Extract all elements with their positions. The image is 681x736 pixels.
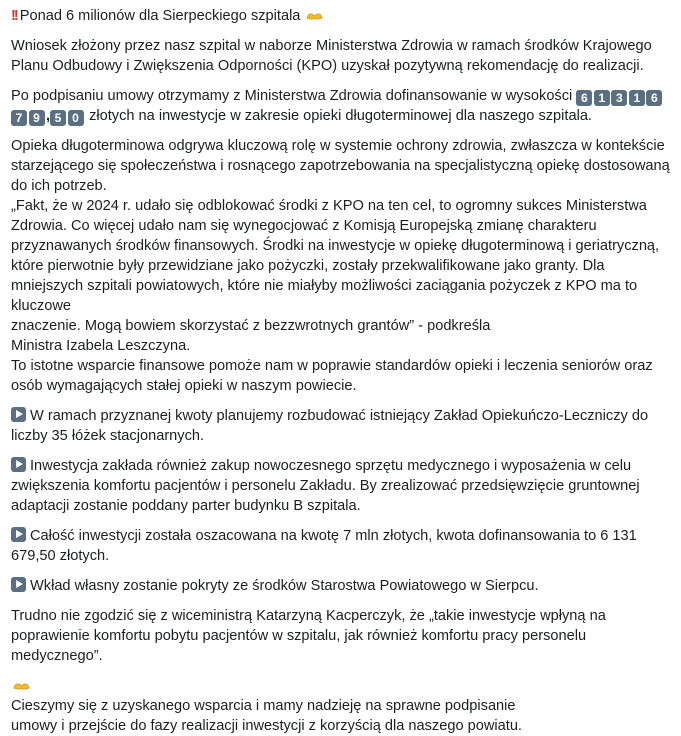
bullet-text: Inwestycja zakłada również zakup nowoczesnego sprzętu medycznego i wyposażenia w celu zwiększenia komfortu pacjentów i personelu Zakładu. By zrealizować przedsięwzięcie gruntownej adaptacji zostanie poddany parter budynku B szpitala. (11, 458, 640, 514)
quote-attribution: Ministra Izabela Leszczyna. (11, 338, 191, 354)
keycap-digit-icon: 6 (576, 90, 592, 106)
paragraph-intro: Wniosek złożony przez nasz szpital w naborze Ministerstwa Zdrowia w ramach środków Krajowego Planu Odbudowy i Zwiększenia Odporności (KPO) uzyskał pozytywną rekomendację do realizacji. (11, 38, 652, 74)
amount-separator: , (46, 108, 51, 124)
bullet-item (11, 576, 671, 596)
bullet-item (11, 456, 671, 516)
play-button-icon (11, 407, 26, 422)
keycap-digit-icon: 3 (611, 90, 627, 106)
quote-text-end: znaczenie. Mogą bowiem skorzystać z bezzwrotnych grantów” - podkreśla (11, 318, 491, 334)
paragraph-context: Opieka długoterminowa odgrywa kluczową rolę w systemie ochrony zdrowia, zwłaszcza w kontekście starzejącego się społeczeństwa i rosnącego zapotrzebowania na specjalistyczną opiekę dostosowaną do ich potrzeb. (11, 138, 670, 194)
bullet-item (11, 406, 671, 446)
keycap-digit-icon: 6 (646, 90, 662, 106)
heart-hands-icon (13, 679, 30, 691)
post-title: Ponad 6 milionów dla Sierpeckiego szpitala (19, 8, 301, 24)
keycap-digit-icon: 0 (68, 110, 84, 126)
bullet-text: Wkład własny zostanie pokryty ze środków Starostwa Powiatowego w Sierpcu. (30, 578, 539, 594)
heart-hands-icon (306, 9, 323, 21)
keycap-digit-icon: 7 (11, 110, 27, 126)
closing-text-2: umowy i przejście do fazy realizacji inwestycji z korzyścią dla naszego powiatu. (11, 718, 522, 734)
bullet-text: W ramach przyznanej kwoty planujemy rozbudować istniejący Zakład Opiekuńczo-Leczniczy do liczby 35 łóżek stacjonarnych. (11, 408, 649, 444)
keycap-digit-icon: 1 (629, 90, 645, 106)
keycap-digit-icon: 1 (594, 90, 610, 106)
closing-line-1 (11, 676, 671, 716)
play-button-icon (11, 577, 26, 592)
closing-paragraph (11, 676, 671, 736)
bullet-text: Całość inwestycji została oszacowana na kwotę 7 mln złotych, kwota dofinansowania to 6 131 679,50 złotych. (11, 528, 637, 564)
play-button-icon (11, 527, 26, 542)
bullet-item (11, 526, 671, 566)
paragraph-amount (11, 86, 671, 126)
quote-block (11, 196, 671, 356)
paragraph-vice-minister: Trudno nie zgodzić się z wiceministrą Katarzyną Kacperczyk, że „takie inwestycje wpłyną na poprawienie komfortu pobytu pacjentów w szpitalu, jak również komfortu pracy personelu medycznego”. (11, 608, 606, 664)
keycap-digit-icon: 9 (29, 110, 45, 126)
quote-text-main: „Fakt, że w 2024 r. udało się odblokować środki z KPO na ten cel, to ogromny sukces Ministerstwa Zdrowia. Co więcej udało nam się wynegocjować z Komisją Europejską zmianę charakteru przyznawanych środków finansowych. Środki na inwestycje w opiekę długoterminową i geriatryczną, które pierwotnie były przewidziane jako pożyczki, zostały przekwalifikowane jako granty. Dla mniejszych szpitali powiatowych, które nie miałyby możliwości zaciągania pożyczek z KPO ma to kluczowe (11, 198, 660, 314)
amount-tail-text: złotych na inwestycje w zakresie opieki długoterminowej dla naszego szpitala. (89, 108, 592, 124)
amount-lead-text: Po podpisaniu umowy otrzymamy z Ministerstwa Zdrowia dofinansowanie w wysokości (11, 88, 573, 104)
closing-text-1: Cieszymy się z uzyskanego wsparcia i mamy nadzieję na sprawne podpisanie (11, 698, 516, 714)
keycap-digit-icon: 5 (50, 110, 66, 126)
play-button-icon (11, 457, 26, 472)
post-title-line (11, 6, 671, 26)
double-exclamation-icon: !! (11, 8, 17, 24)
paragraph-support: To istotne wsparcie finansowe pomoże nam w poprawie standardów opieki i leczenia seniorów oraz osób wymagających stałej opieki w naszym powiecie. (11, 358, 653, 394)
